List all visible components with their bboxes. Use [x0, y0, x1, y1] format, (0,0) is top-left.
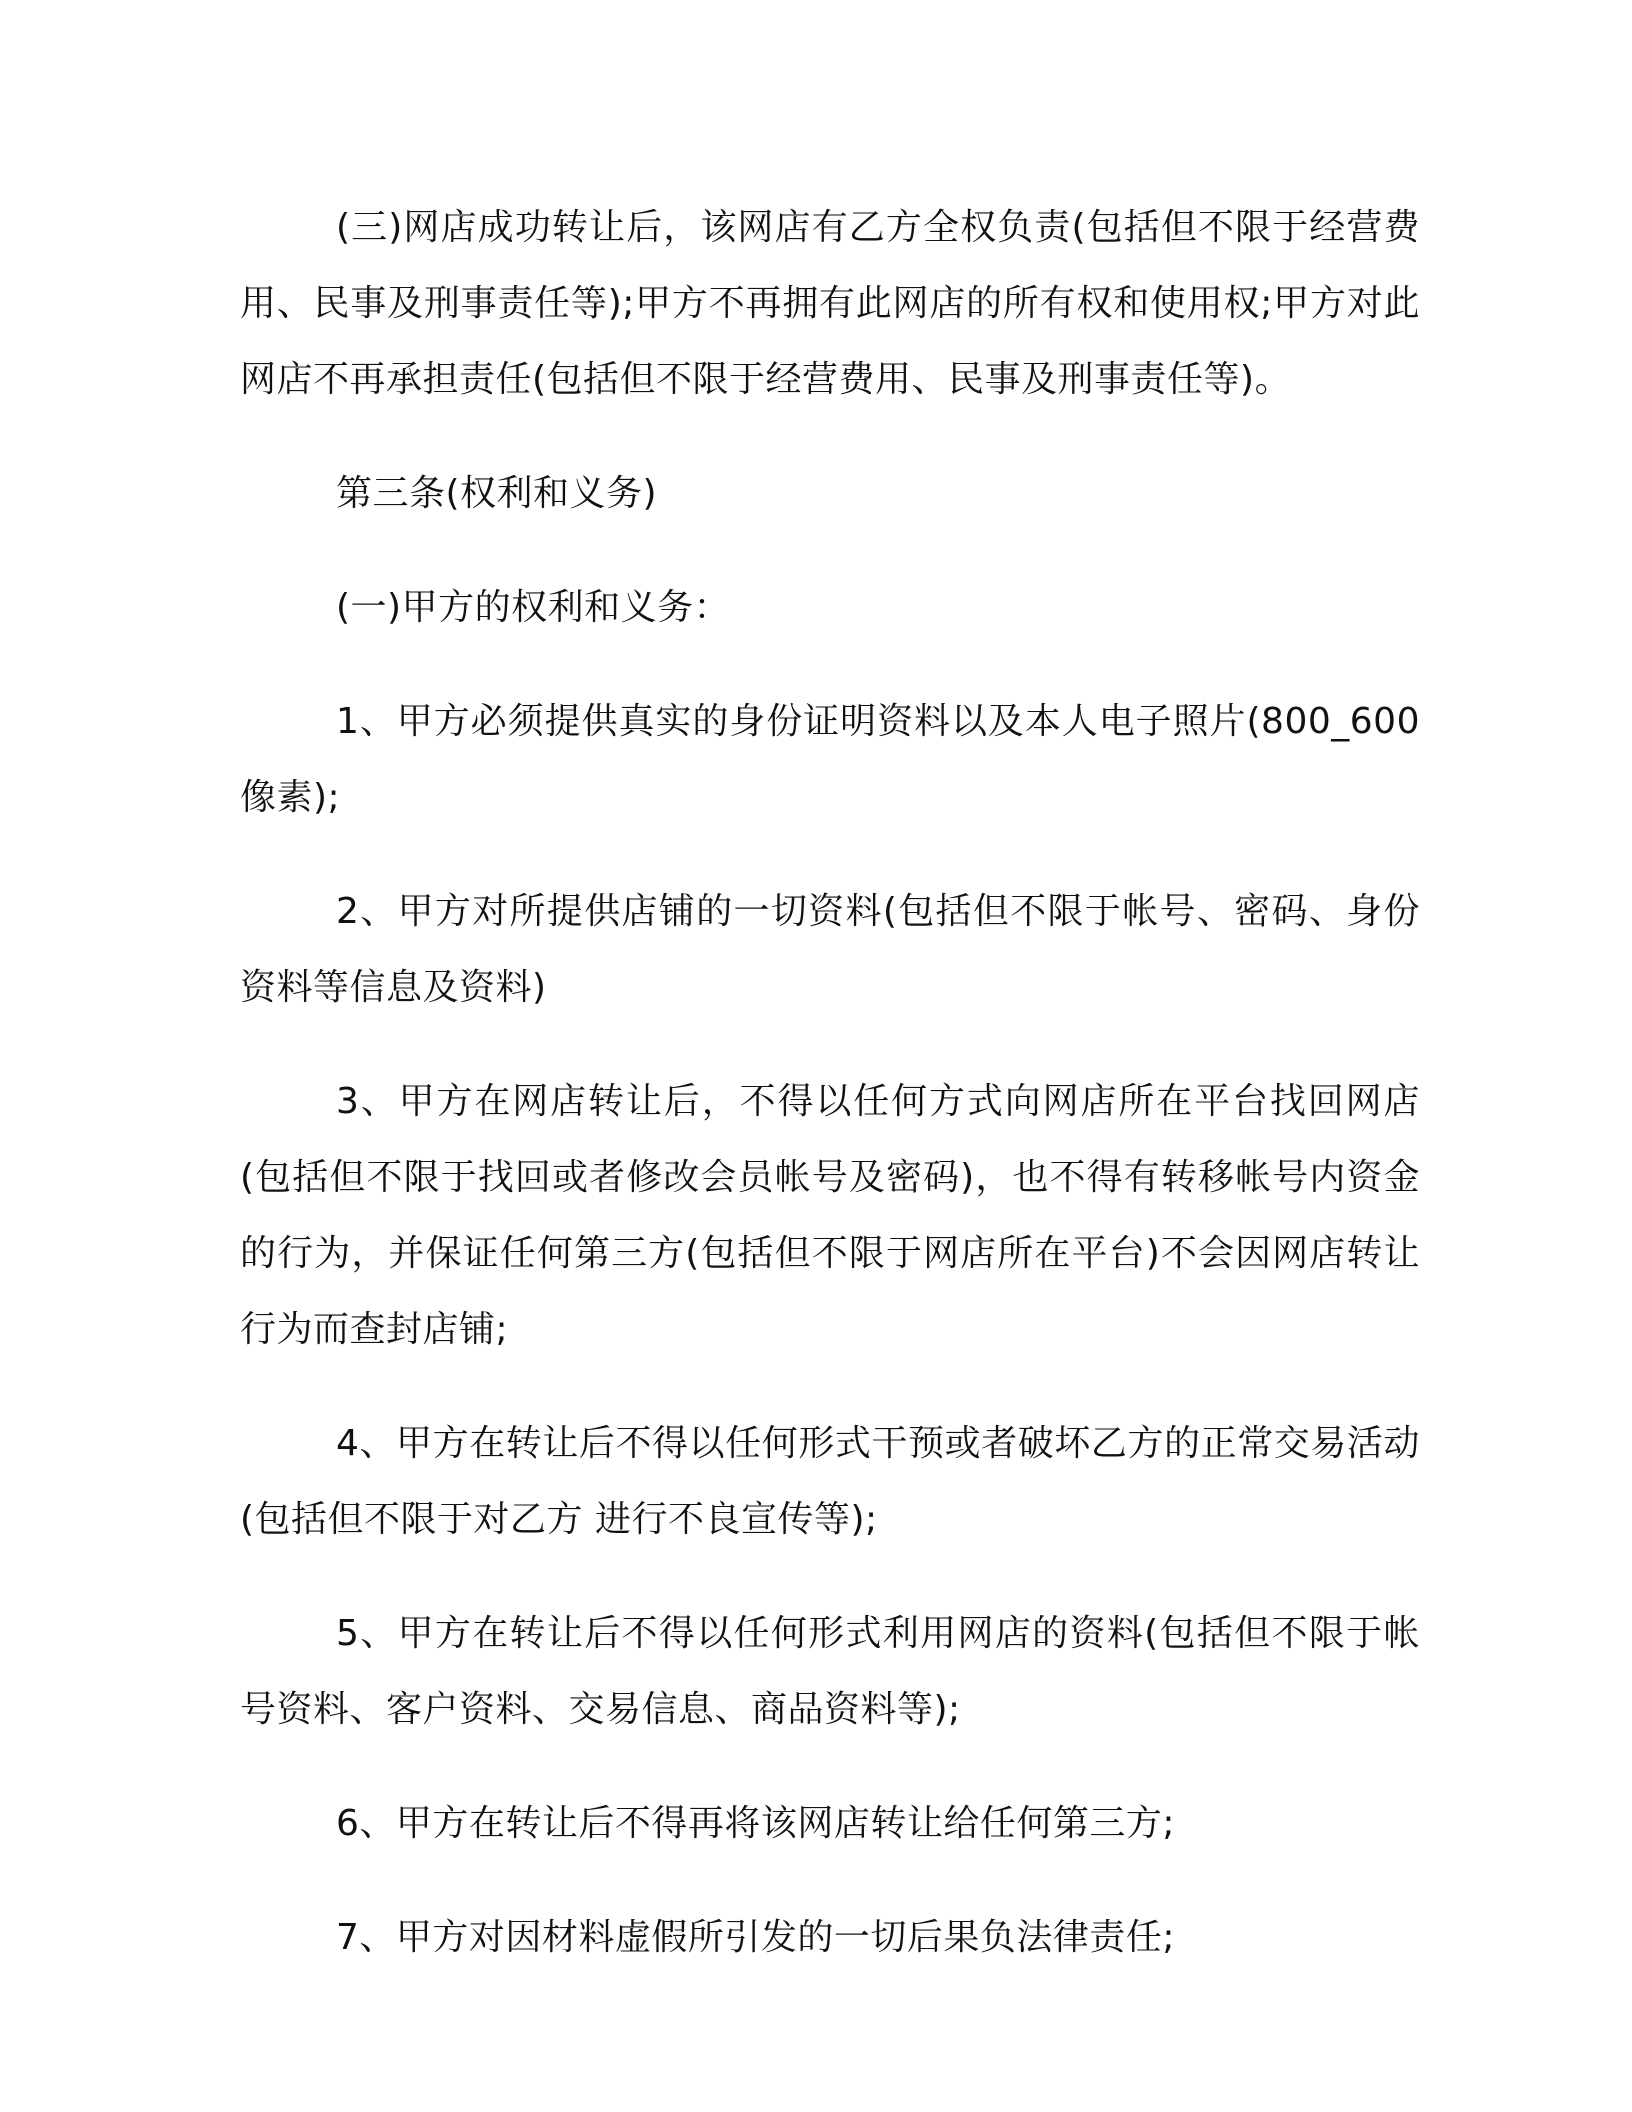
paragraph-item-7: 7、甲方对因材料虚假所引发的一切后果负法律责任;	[336, 1917, 1176, 1958]
document-body	[240, 190, 1420, 2014]
section-party-a-rights-heading: (一)甲方的权利和义务：	[336, 587, 731, 628]
article-3-heading: 第三条(权利和义务)	[336, 473, 658, 514]
paragraph-item-4: 4、甲方在转让后不得以任何形式干预或者破坏乙方的正常交易活动(包括但不限于对乙方 进行不良宣传等);	[240, 1423, 1420, 1540]
paragraph-item-1: 1、甲方必须提供真实的身份证明资料以及本人电子照片(800_600 像素);	[240, 701, 1420, 818]
paragraph-item-5: 5、甲方在转让后不得以任何形式利用网店的资料(包括但不限于帐号资料、客户资料、交易信息、商品资料等);	[240, 1613, 1420, 1730]
paragraph-item-2: 2、甲方对所提供店铺的一切资料(包括但不限于帐号、密码、身份资料等信息及资料)	[240, 891, 1420, 1008]
paragraph-clause-3-3: (三)网店成功转让后，该网店有乙方全权负责(包括但不限于经营费用、民事及刑事责任等);甲方不再拥有此网店的所有权和使用权;甲方对此网店不再承担责任(包括但不限于经营费用、民事及刑事责任等)。	[240, 207, 1420, 400]
paragraph-item-6: 6、甲方在转让后不得再将该网店转让给任何第三方;	[336, 1803, 1176, 1844]
paragraph-item-3: 3、甲方在网店转让后，不得以任何方式向网店所在平台找回网店(包括但不限于找回或者修改会员帐号及密码)，也不得有转移帐号内资金的行为，并保证任何第三方(包括但不限于网店所在平台)不会因网店转让行为而查封店铺;	[240, 1081, 1420, 1350]
